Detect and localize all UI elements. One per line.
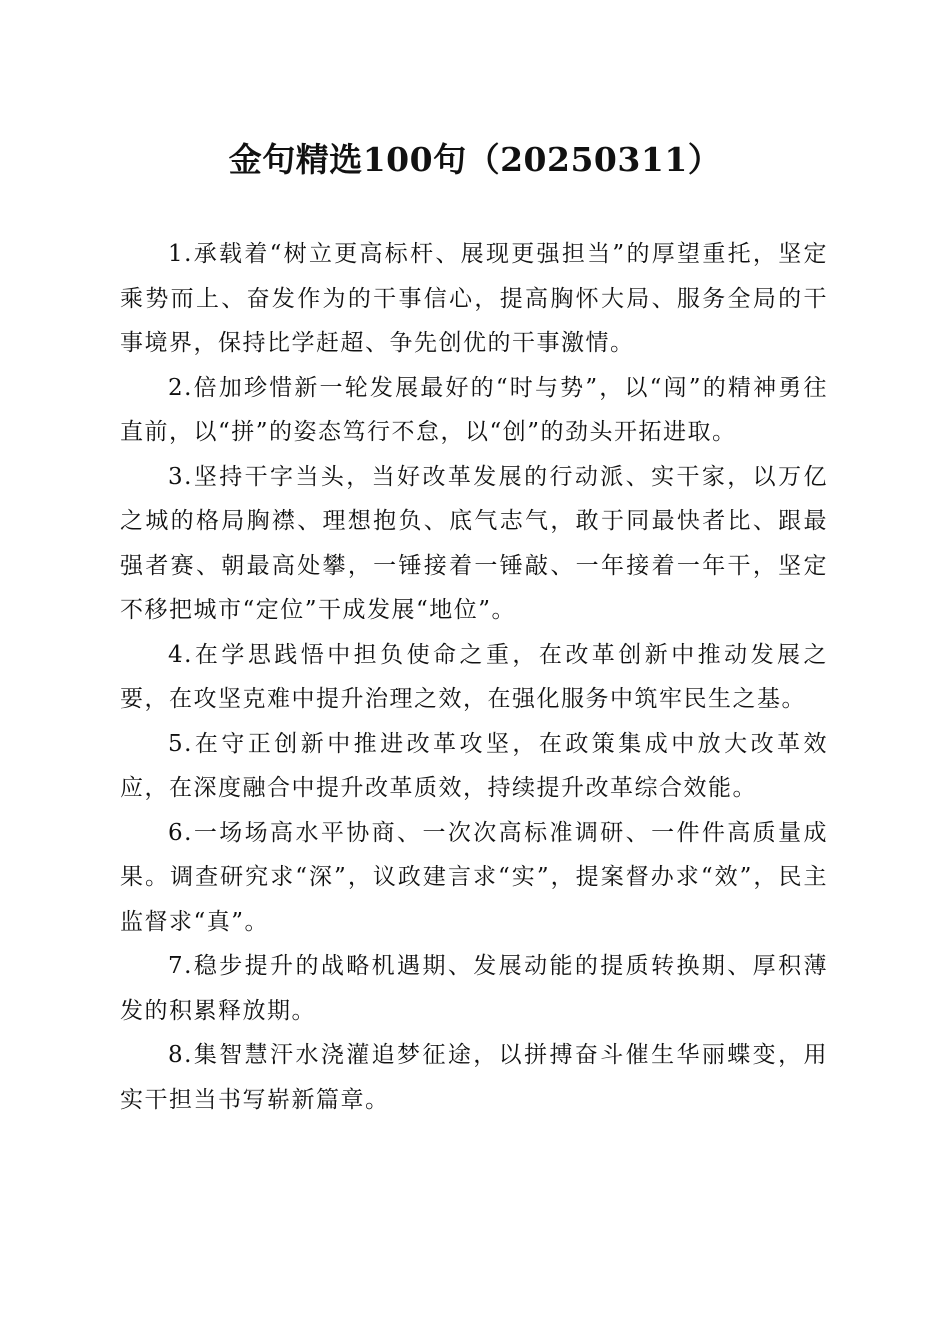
paragraph-3: 3.坚持干字当头，当好改革发展的行动派、实干家，以万亿之城的格局胸襟、理想抱负、底气志气，敢于同最快者比、跟最强者赛、朝最高处攀，一锤接着一锤敲、一年接着一年干，坚定不移把城市“定位”干成发展“地位”。	[120, 463, 828, 623]
paragraph-1: 1.承载着“树立更高标杆、展现更强担当”的厚望重托，坚定乘势而上、奋发作为的干事信心，提高胸怀大局、服务全局的干事境界，保持比学赶超、争先创优的干事激情。	[120, 241, 828, 356]
paragraph-6: 6.一场场高水平协商、一次次高标准调研、一件件高质量成果。调查研究求“深”，议政建言求“实”，提案督办求“效”，民主监督求“真”。	[120, 819, 828, 935]
document-body	[120, 232, 828, 1122]
document-title: 金句精选100句（20250311）	[228, 140, 722, 179]
paragraph-2: 2.倍加珍惜新一轮发展最好的“时与势”，以“闯”的精神勇往直前，以“拼”的姿态笃行不怠，以“创”的劲头开拓进取。	[120, 374, 828, 445]
paragraph-7: 7.稳步提升的战略机遇期、发展动能的提质转换期、厚积薄发的积累释放期。	[120, 953, 828, 1024]
paragraph-4: 4.在学思践悟中担负使命之重，在改革创新中推动发展之要，在攻坚克难中提升治理之效，在强化服务中筑牢民生之基。	[120, 641, 828, 712]
paragraph-8: 8.集智慧汗水浇灌追梦征途，以拼搏奋斗催生华丽蝶变，用实干担当书写崭新篇章。	[120, 1042, 828, 1113]
paragraph-5: 5.在守正创新中推进改革攻坚，在政策集成中放大改革效应，在深度融合中提升改革质效，持续提升改革综合效能。	[120, 730, 828, 801]
